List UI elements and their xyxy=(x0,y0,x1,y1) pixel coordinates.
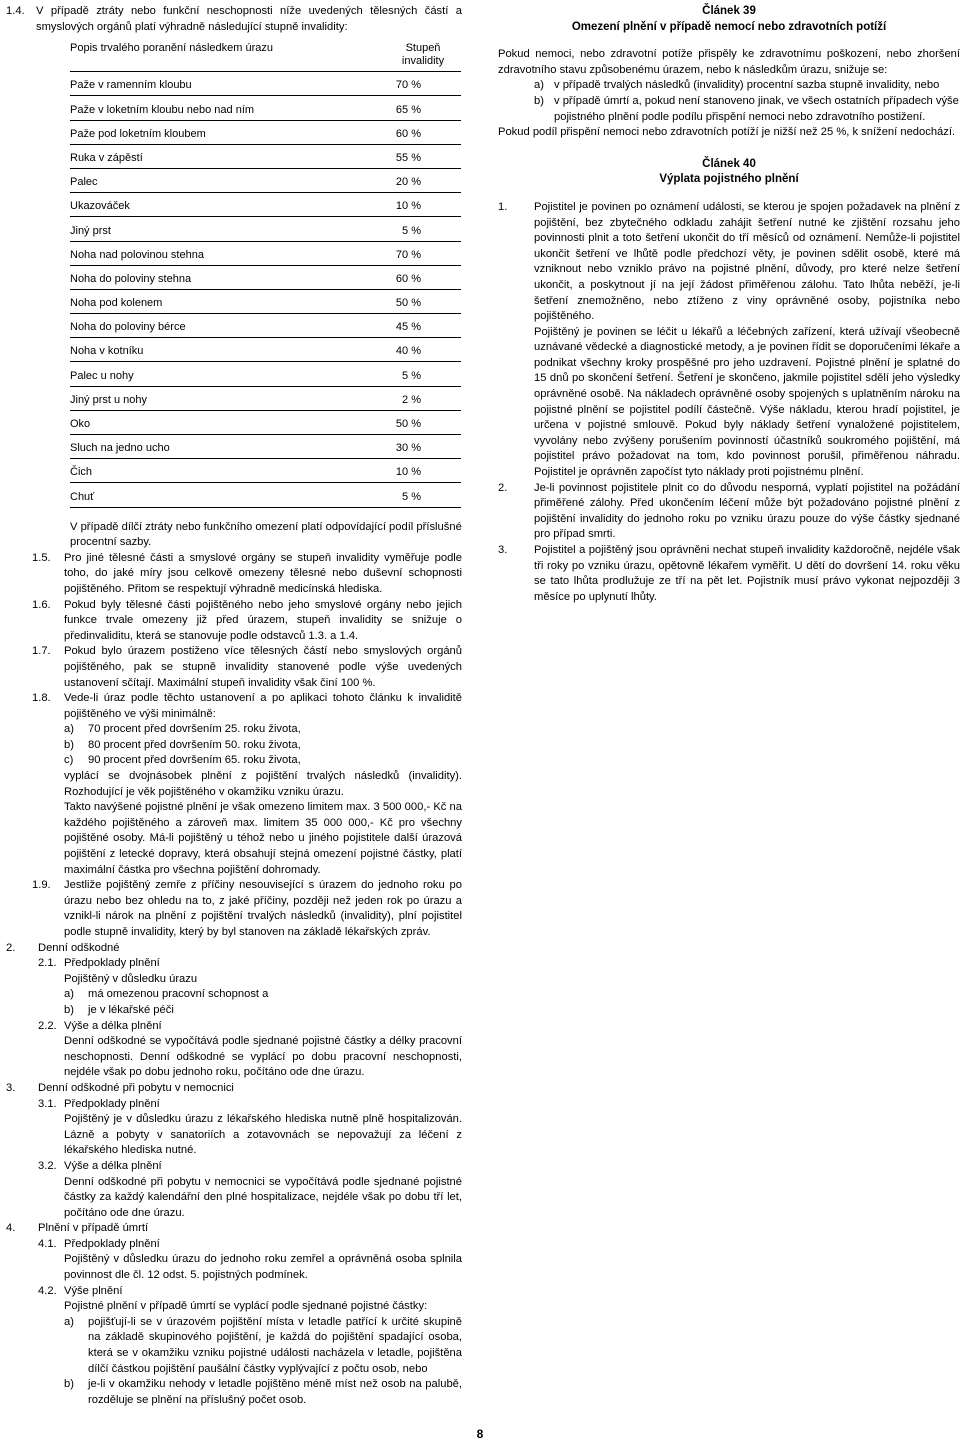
section-title: Výše a délka plnění xyxy=(64,1019,162,1032)
invalidity-degree: 60 % xyxy=(395,272,421,285)
section-number: 1.8. xyxy=(32,692,51,705)
section-4-1 xyxy=(38,1237,462,1253)
table-row xyxy=(70,96,461,120)
injury-description: Palec u nohy xyxy=(70,369,134,382)
invalidity-degree: 50 % xyxy=(395,418,421,430)
section-text: Jestliže pojištěný zemře z příčiny nesouvisející s úrazem do jednoho roku po úrazu nebo bez ohledu na to, z jaké příčiny, později než jeden rok po úrazu a vznikl-li nárok na plnění z pojištění trvalých následků (invalidity), plní pojistitel podle stupně invalidity, který by byl stanoven na základě lékařských zpráv. xyxy=(64,879,462,938)
section-4-1-body: Pojištěný v důsledku úrazu do jednoho roku zemřel a oprávněná osoba splnila povinnost dle čl. 12 odst. 5. pojistných podmínek. xyxy=(64,1253,462,1282)
injury-description: Palec xyxy=(70,176,98,189)
injury-description: Ruka v zápěstí xyxy=(70,151,143,164)
invalidity-degree: 30 % xyxy=(395,442,421,455)
injury-description: Paže v loketním kloubu nebo nad ním xyxy=(70,103,255,116)
invalidity-degree: 2 % xyxy=(402,393,421,406)
table-row xyxy=(70,169,461,193)
injury-description: Noha pod kolenem xyxy=(70,297,163,310)
table-row xyxy=(70,483,461,507)
table-body xyxy=(70,72,461,507)
page-number: 8 xyxy=(476,1427,484,1441)
section-number: 1.5. xyxy=(32,551,51,564)
table-row xyxy=(70,290,461,314)
item-number: 3. xyxy=(498,544,508,556)
list-item: b) v případě úmrtí a, pokud není stanoveno jinak, ve všech ostatních případech výše pojistného plnění podle podílu přispění nemoci nebo zdravotního postižení. xyxy=(534,94,959,123)
section-text: Takto navýšené pojistné plnění je však omezeno limitem max. 3 500 000,- Kč na každého pojištěného a zároveň max. limitem 35 000 000,- Kč pro všechny pojištěné osoby. Má-li pojištěný u téhož nebo u jiného pojistitele další úrazová pojištění z letecké dopravy, která obsahují stejná omezení pojistné částky, platí maximální částka pro všechna pojištění dohromady. xyxy=(64,801,462,876)
table-row xyxy=(70,217,461,241)
section-number: 3.2. xyxy=(38,1159,57,1172)
injury-description: Oko xyxy=(70,418,91,430)
left-column xyxy=(6,4,462,1408)
right-column xyxy=(498,4,960,605)
list-item: a) pojišťují-li se v úrazovém pojištění místa v letadle patřící k určité skupině na základě skupinového pojištění, je každá do pojištění spadající osoba, která se v okamžiku vzniku pojistné události nacházela v letadle, pojištěna dílčí částkou pojištění paušální částky vyplývající z počtu osob, nebo xyxy=(64,1315,462,1375)
section-title: Předpoklady plnění xyxy=(64,1097,160,1110)
section-text: vyplácí se dvojnásobek plnění z pojištění trvalých následků (invalidity). Rozhodující je věk pojištěného v okamžiku vzniku úrazu. xyxy=(64,770,462,798)
partial-loss-note: V případě dílčí ztráty nebo funkčního omezení platí odpovídající podíl příslušné procentní sazby. xyxy=(70,520,462,549)
article-39-subtitle: Omezení plnění v případě nemocí nebo zdravotních potíží xyxy=(571,20,887,33)
article-40-item-2 xyxy=(498,481,960,543)
section-1-6 xyxy=(32,598,462,645)
injury-description: Ukazováček xyxy=(70,200,130,213)
injury-description: Noha v kotníku xyxy=(70,345,144,358)
section-1-7 xyxy=(32,644,462,691)
article-40-subtitle: Výplata pojistného plnění xyxy=(659,173,799,186)
section-text: Pokud bylo úrazem postiženo více tělesných částí nebo smyslových orgánů pojištěného, pak se stupně invalidity stanovené podle výše uvedených ustanovení sčítají. Maximální stupeň invalidity však činí 100 %. xyxy=(64,645,462,689)
table-row xyxy=(70,387,461,411)
section-title: Výše a délka plnění xyxy=(64,1159,162,1172)
injury-description: Paže v ramenním kloubu xyxy=(70,79,192,92)
section-4-2 xyxy=(38,1284,462,1300)
list-item: b) je-li v okamžiku nehody v letadle pojištěno méně míst než osob na palubě, rozděluje se plnění na příslušný počet osob. xyxy=(64,1378,462,1406)
section-title: Předpoklady plnění xyxy=(64,957,160,970)
invalidity-degree: 55 % xyxy=(395,151,421,164)
table-row xyxy=(70,314,461,338)
section-title: Plnění v případě úmrtí xyxy=(38,1222,149,1235)
section-text: Vede-li úraz podle těchto ustanovení a po aplikaci tohoto článku k invaliditě pojištěného ve výši minimálně: xyxy=(64,692,462,720)
section-text: Pro jiné tělesné části a smyslové orgány se stupeň invalidity vyměřuje podle toho, do jaké míry jsou celkově omezeny tělesné nebo duševní schopnosti pojištěného. Přitom se respektují výhradně medicínská hlediska. xyxy=(64,551,462,595)
list-item: c) 90 procent před dovršením 65. roku života, xyxy=(64,754,301,767)
table-row xyxy=(70,242,461,266)
section-3-1-body: Pojištěný je v důsledku úrazu z lékařského hlediska nutně plně hospitalizován. Lázně a pobyty v sanatoriích a zotavovnách se nepovažují za léčení z lékařského hlediska nutné. xyxy=(64,1113,462,1157)
article-40-title: Článek 40 xyxy=(702,157,756,170)
item-text: Pojistitel je povinen po oznámení události, se kterou je spojen požadavek na plnění z pojištění, bez zbytečného odkladu zahájit šetření nutné ke zjištění rozsahu jeho povinnosti plnit a toto šetření ukončit do tří měsíců od oznámení. Nemůže-li pojistitel ukončit šetření ve lhůtě podle předchozí věty, je povinen sdělit osobě, které má vzniknout nebo vzniklo právo na pojistné plnění, důvody, pro které nelze šetření ukončit, a poskytnout jí na její žádost přiměřenou zálohu. Tato lhůta neběží, je-li šetření znemožněno, nebo ztíženo z viny oprávněné osoby, pojistníka nebo pojištěného. xyxy=(534,200,960,323)
invalidity-degree: 20 % xyxy=(395,176,421,189)
invalidity-degree: 10 % xyxy=(395,466,421,479)
section-number: 4.1. xyxy=(38,1237,57,1250)
section-text: V případě ztráty nebo funkční neschopnosti níže uvedených tělesných částí a smyslových orgánů platí výhradně následující stupně invalidity: xyxy=(36,5,462,33)
list-item: a) 70 procent před dovršením 25. roku života, xyxy=(64,723,301,736)
section-number: 2.2. xyxy=(38,1019,57,1032)
invalidity-degree: 65 % xyxy=(395,103,421,116)
invalidity-degree: 5 % xyxy=(402,369,421,382)
section-3-1 xyxy=(38,1097,462,1113)
item-number: 2. xyxy=(498,481,508,494)
invalidity-degree: 10 % xyxy=(395,200,421,213)
section-number: 3. xyxy=(6,1081,16,1094)
item-text: Pojištěný je povinen se léčit u lékařů a léčebných zařízení, která užívají všeobecně uznávané vědecké a diagnostické metody, a je povinen řídit se doporučeními lékaře a podnikat všechny kroky prospěšné pro jeho uzdravení. Pojistné plnění je splatné do 15 dnů po skončení šetření. Šetření je skončeno, jakmile pojistitel sdělí jeho výsledky oprávněné osobě. Na nákladech oprávněné osoby spojených s uplatněním nároku na pojistné plnění se pojistitel podílí částečně. Výše nákladu, kterou hradí pojistitel, je určena v pojistné smlouvě. Pokud byly náklady šetření vynaložené pojistitelem, vyvolány nebo zvýšeny porušením povinností účastníků soukromého pojištění, má pojistitel právo požadovat na tom, kdo povinnost porušil, přiměřenou náhradu. Pojistitel je oprávněn započíst tyto náklady proti pojistnému plnění. xyxy=(534,325,960,479)
table-row xyxy=(70,435,461,459)
list-item: b) 80 procent před dovršením 50. roku života, xyxy=(64,738,301,751)
injury-description: Noha do poloviny bérce xyxy=(70,321,186,334)
section-2-1-body: Pojištěný v důsledku úrazu a) má omezenou pracovní schopnost a b) je v lékařské péči xyxy=(64,972,462,1019)
section-1-8 xyxy=(32,691,462,878)
section-number: 2.1. xyxy=(38,957,57,970)
invalidity-degree: 70 % xyxy=(395,248,421,261)
section-number: 1.6. xyxy=(32,598,51,611)
section-number: 3.1. xyxy=(38,1097,57,1110)
invalidity-degree: 45 % xyxy=(395,321,421,334)
invalidity-degree: 40 % xyxy=(395,345,421,358)
invalidity-degree: 5 % xyxy=(402,224,421,237)
table-row xyxy=(70,72,461,96)
section-number: 1.4. xyxy=(6,5,25,17)
section-3 xyxy=(6,1081,462,1097)
table-row xyxy=(70,411,461,435)
article-39-title: Článek 39 xyxy=(702,5,756,17)
item-number: 1. xyxy=(498,200,508,213)
section-2-1 xyxy=(38,956,462,972)
table-row xyxy=(70,193,461,217)
article-40-item-1 xyxy=(498,200,960,481)
invalidity-degree: 50 % xyxy=(395,297,421,310)
article-40-item-3 xyxy=(498,543,960,605)
section-title: Denní odškodné xyxy=(38,941,120,954)
section-4-2-body: Pojistné plnění v případě úmrtí se vyplácí podle sjednané pojistné částky: xyxy=(64,1300,428,1313)
section-2 xyxy=(6,941,462,957)
section-title: Výše plnění xyxy=(64,1284,123,1297)
section-number: 2. xyxy=(6,941,16,954)
list-item: a) má omezenou pracovní schopnost a xyxy=(64,988,269,1001)
section-number: 4. xyxy=(6,1222,16,1235)
list-item: a) v případě trvalých následků (invalidity) procentní sazba stupně invalidity, nebo xyxy=(534,79,940,92)
injury-description: Chuť xyxy=(70,490,95,503)
table-row xyxy=(70,459,461,483)
invalidity-degree: 70 % xyxy=(395,79,421,92)
article-39-intro: Pokud nemoci, nebo zdravotní potíže přispěly ke zdravotnímu poškození, nebo zhoršení zdravotního stavu způsobenému úrazem, nebo k následkům úrazu, snižuje se: xyxy=(498,48,960,76)
table-row xyxy=(70,145,461,169)
table-row xyxy=(70,121,461,145)
section-2-2 xyxy=(38,1019,462,1035)
section-3-2-body: Denní odškodné při pobytu v nemocnici se vypočítává podle sjednané pojistné částky za každý kalendářní den plné hospitalizace, nejdéle však po dobu tří let, počítáno ode dne úrazu. xyxy=(64,1175,462,1219)
list-item: b) je v lékařské péči xyxy=(64,1003,174,1016)
injury-description: Jiný prst xyxy=(70,224,111,237)
injury-description: Noha nad polovinou stehna xyxy=(70,248,204,261)
table-row xyxy=(70,266,461,290)
invalidity-degree: 60 % xyxy=(395,127,421,140)
column-header-description: Popis trvalého poranění následkem úrazu xyxy=(70,42,274,55)
table-row xyxy=(70,362,461,386)
section-number: 1.9. xyxy=(32,879,51,892)
section-number: 4.2. xyxy=(38,1284,57,1297)
section-title: Denní odškodné při pobytu v nemocnici xyxy=(38,1081,234,1094)
column-header-degree: Stupeň invalidity xyxy=(401,42,445,67)
injury-description: Sluch na jedno ucho xyxy=(70,442,170,455)
injury-table xyxy=(70,42,461,507)
section-4 xyxy=(6,1221,462,1237)
section-text: Pokud byly tělesné části pojištěného nebo jeho smyslové orgány nebo jejich funkce trvale omezeny již před úrazem, stupeň invalidity se snižuje o předinvaliditu, která se stanovuje podle odstavců 1.3. a 1.4. xyxy=(64,598,462,642)
section-number: 1.7. xyxy=(32,645,51,658)
section-title: Předpoklady plnění xyxy=(64,1237,160,1250)
article-39-outro: Pokud podíl přispění nemoci nebo zdravotních potíží je nižší než 25 %, k snížení nedochází. xyxy=(498,126,956,139)
section-1-5 xyxy=(32,551,462,598)
injury-description: Jiný prst u nohy xyxy=(70,393,148,406)
section-2-2-body: Denní odškodné se vypočítává podle sjednané pojistné částky a délky pracovní neschopnosti. Denní odškodné se vyplácí po dobu pracovní neschopnosti, nejdéle však po dobu jednoho roku, počítáno ode dne úrazu. xyxy=(64,1035,462,1079)
item-text: Je-li povinnost pojistitele plnit co do důvodu nesporná, vyplatí pojistitel na požádání přiměřené zálohy. Před ukončením léčení může být požadováno pojistné plnění z pojištění invalidity do jednoho roku po vzniku úrazu pouze do výše částky sjednané pro případ smrti. xyxy=(534,481,960,541)
table-header xyxy=(70,42,461,72)
section-4-2-list xyxy=(64,1315,462,1409)
injury-description: Čich xyxy=(70,466,93,479)
section-1-9 xyxy=(32,878,462,940)
invalidity-degree: 5 % xyxy=(402,490,421,503)
injury-description: Paže pod loketním kloubem xyxy=(70,127,206,140)
item-text: Pojistitel a pojištěný jsou oprávněni nechat stupeň invalidity každoročně, nejdéle však tři roky po vzniku úrazu, opětovně lékařem vyměřit. U dětí do dovršení 14. roku věku se tato lhůta prodlužuje ze tří na pět let. Pojistník musí právo vykonat nejpozději 3 měsíce po uplynutí lhůty. xyxy=(534,544,960,603)
section-1-4 xyxy=(6,4,462,35)
injury-description: Noha do poloviny stehna xyxy=(70,272,192,285)
section-3-2 xyxy=(38,1159,462,1175)
table-row xyxy=(70,338,461,362)
